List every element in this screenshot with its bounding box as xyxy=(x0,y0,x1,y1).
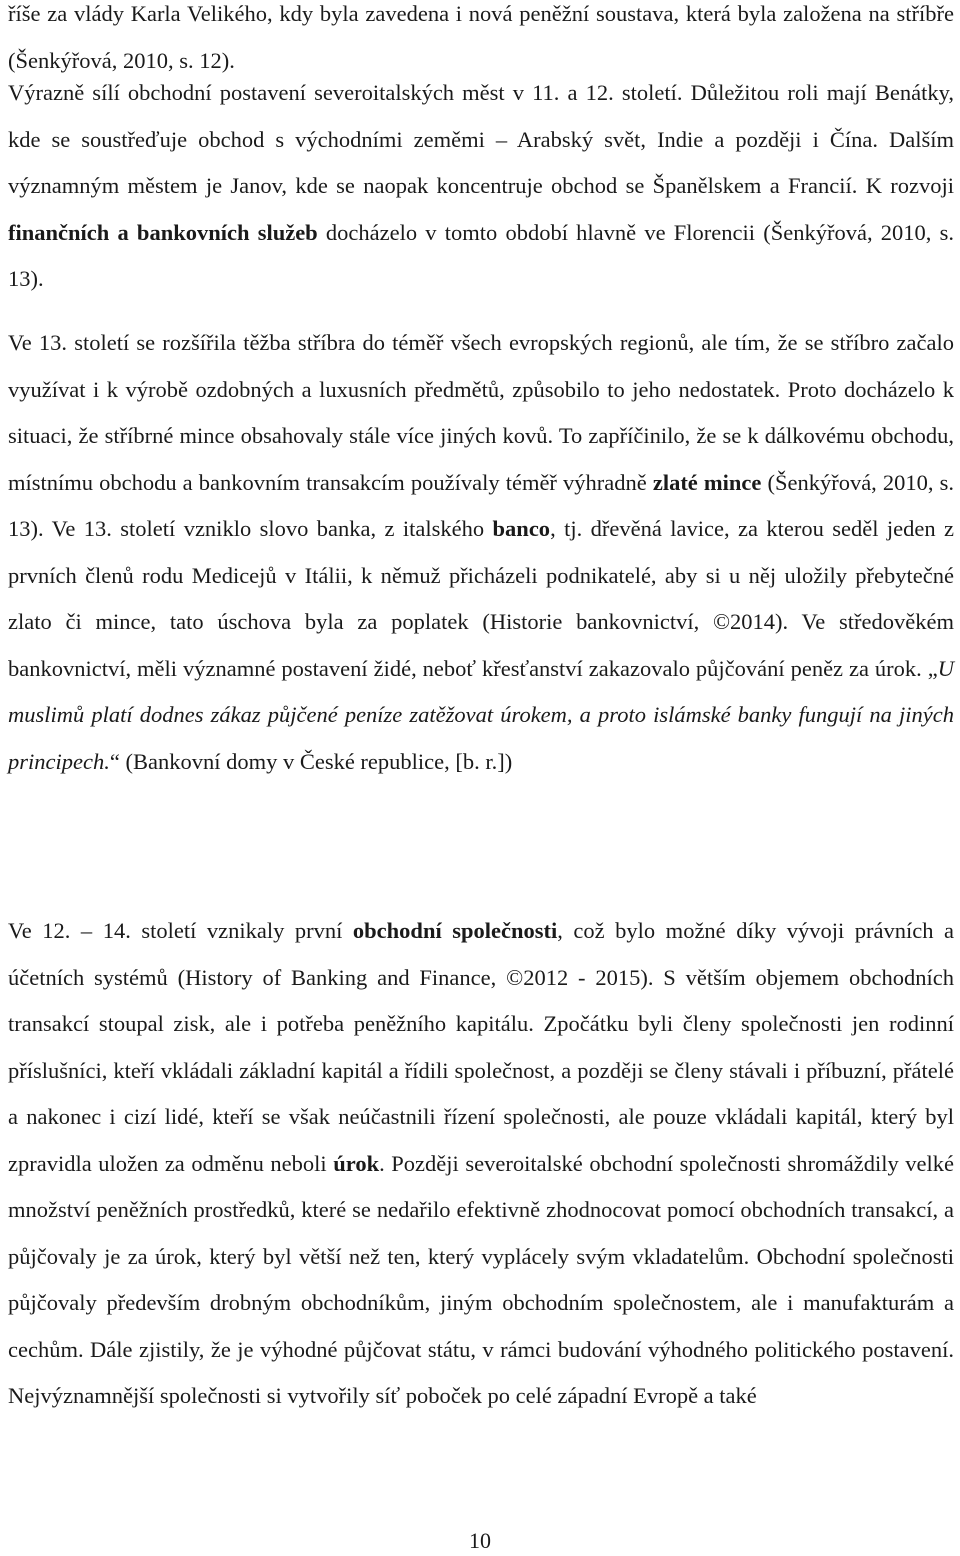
bold-term: úrok xyxy=(333,1150,380,1176)
paragraph-3 xyxy=(8,320,954,785)
paragraph-text: Ve 12. – 14. století vznikaly první xyxy=(8,918,353,943)
paragraph-4 xyxy=(8,908,954,1420)
paragraph-2 xyxy=(8,70,954,303)
bold-term: finančních a bankovních služeb xyxy=(8,219,318,245)
bold-term: banco xyxy=(492,516,551,541)
paragraph-text: , tj. dřevěná lavice, za kterou seděl jeden z prvních členů rodu Medicejů v Itálii, k němuž přicházeli podnikatelé, aby si u něj uložily přebytečné zlato či mince, tato úschova byla za poplatek (Historie bankovnictví, ©2014). Ve středověkém bankovnictví, měli významné postavení židé, neboť křesťanství zakazovalo půjčování peněz za úrok. „ xyxy=(8,516,954,681)
paragraph-text: Výrazně sílí obchodní postavení severoitalských měst v 11. a 12. století. Důležitou roli mají Benátky, kde se soustřeďuje obchod s východními zeměmi – Arabský svět, Indie a později i Čína. Dalším významným městem je Janov, kde se naopak koncentruje obchod se Španělskem a Francií. K rozvoji xyxy=(8,80,954,198)
paragraph-text: docházelo v tomto období hlavně ve Florencii (Šenkýřová, 2010, s. 13). xyxy=(8,219,954,291)
paragraph-text: říše za vlády Karla Velikého, kdy byla zavedena i nová peněžní soustava, která byla založena na stříbře (Šenkýřová, 2010, s. 12). xyxy=(8,1,954,73)
page-number: 10 xyxy=(469,1528,491,1553)
paragraph-text: , což bylo možné díky vývoji právních a účetních systémů (History of Banking and Finance, ©2012 - 2015). S větším objemem obchodních transakcí stoupal zisk, ale i potřeba peněžního kapitálu. Zpočátku byli členy společnosti jen rodinní příslušníci, kteří vkládali základní kapitál a řídili společnost, a později se členy stávali i příbuzní, přátelé a nakonec i cizí lidé, kteří se však neúčastnili řízení společnosti, ale pouze vkládali kapitál, který byl zpravidla uložen za odměnu neboli xyxy=(8,918,954,1176)
paragraph-text: (Šenkýřová, 2010, s. 13). Ve 13. století vzniklo slovo banka, z italského xyxy=(8,469,954,541)
italic-quote: U muslimů platí dodnes zákaz půjčené peníze zatěžovat úrokem, a proto islámské banky fungují na jiných principech. xyxy=(8,655,954,774)
paragraph-text: Ve 13. století se rozšířila těžba stříbra do téměř všech evropských regionů, ale tím, že se stříbro začalo využívat i k výrobě ozdobných a luxusních předmětů, způsobilo to jeho nedostatek. Proto docházelo k situaci, že stříbrné mince obsahovaly stále více jiných kovů. To zapříčinilo, že se k dálkovému obchodu, místnímu obchodu a bankovním transakcím používaly téměř výhradně xyxy=(8,330,954,495)
paragraph-text: . Později severoitalské obchodní společnosti shromáždily velké množství peněžních prostředků, které se nedařilo efektivně zhodnocovat pomocí obchodních transakcí, a půjčovaly je za úrok, který byl větší než ten, který vyplácely svým vkladatelům. Obchodní společnosti půjčovaly především drobným obchodníkům, jiným obchodním společnostem, ale i manufakturám a cechům. Dále zjistily, že je výhodné půjčovat státu, v rámci budování výhodného politického postavení. Nejvýznamnější společnosti si vytvořily síť poboček po celé západní Evropě a také xyxy=(8,1150,954,1408)
bold-term: obchodní společnosti xyxy=(352,918,558,943)
bold-term: zlaté mince xyxy=(652,469,762,495)
paragraph-text: “ (Bankovní domy v České republice, [b. r.]) xyxy=(109,748,513,774)
